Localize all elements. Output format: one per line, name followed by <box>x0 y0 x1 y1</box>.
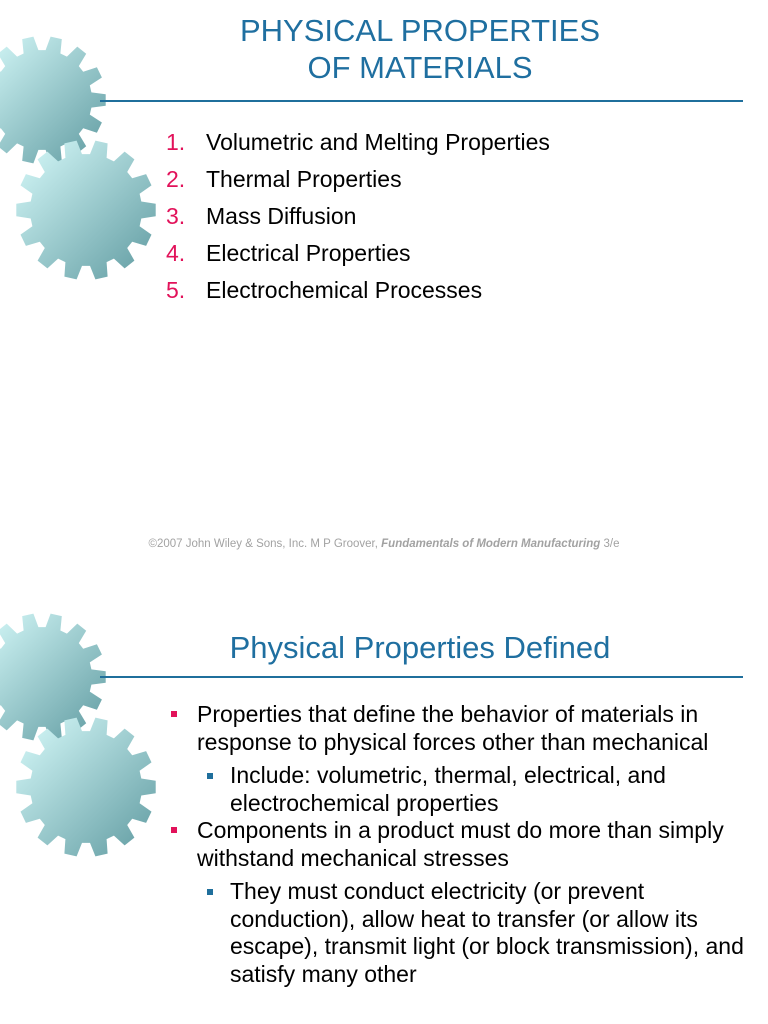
list-item <box>166 124 550 161</box>
item-label: Mass Diffusion <box>206 203 357 229</box>
list-item <box>166 161 550 198</box>
item-number: 5. <box>166 277 186 303</box>
footer-copyright: ©2007 John Wiley & Sons, Inc. M P Groover, <box>148 538 382 550</box>
title-line-1: PHYSICAL PROPERTIES <box>239 13 601 48</box>
gear-icon <box>0 37 106 164</box>
bullet-list <box>166 701 746 988</box>
item-label: Thermal Properties <box>206 166 402 192</box>
gear-icon <box>16 141 155 280</box>
list-item <box>166 235 550 272</box>
square-bullet-icon <box>207 773 213 779</box>
gear-icon <box>0 614 106 741</box>
list-item <box>166 198 550 235</box>
footer-edition: 3/e <box>600 538 620 550</box>
sub-bullet-text: Include: volumetric, thermal, electrical, and electrochemical properties <box>230 762 666 816</box>
slide-title: Physical Properties Defined <box>229 630 611 665</box>
item-label: Electrochemical Processes <box>206 277 483 303</box>
copyright-footer <box>0 538 768 550</box>
sub-bullet-item <box>197 762 746 817</box>
square-bullet-icon <box>171 711 177 717</box>
square-bullet-icon <box>207 889 213 895</box>
bullet-item <box>166 817 746 872</box>
title-divider <box>100 100 743 102</box>
item-number: 1. <box>166 129 186 155</box>
title-divider <box>100 676 743 678</box>
list-item <box>166 272 550 309</box>
title-line-2: OF MATERIALS <box>307 50 533 85</box>
bullet-text: Properties that define the behavior of materials in response to physical forces other than mechanical <box>197 701 709 755</box>
footer-book-title: Fundamentals of Modern Manufacturing <box>381 538 601 550</box>
item-number: 2. <box>166 166 186 192</box>
item-number: 4. <box>166 240 186 266</box>
gear-icon <box>16 718 155 857</box>
numbered-list <box>166 124 550 309</box>
item-label: Electrical Properties <box>206 240 411 266</box>
gears-decoration <box>0 577 170 877</box>
bullet-item <box>166 701 746 756</box>
slide-physical-properties-defined <box>0 577 768 1024</box>
slide-title <box>100 12 740 86</box>
sub-bullet-text: They must conduct electricity (or prevent conduction), allow heat to transfer (or allow its escape), transmit light (or block transmission), and satisfy many other <box>230 878 744 987</box>
sub-bullet-item <box>197 878 746 988</box>
item-number: 3. <box>166 203 186 229</box>
bullet-text: Components in a product must do more than simply withstand mechanical stresses <box>197 817 724 871</box>
square-bullet-icon <box>171 827 177 833</box>
item-label: Volumetric and Melting Properties <box>206 129 550 155</box>
